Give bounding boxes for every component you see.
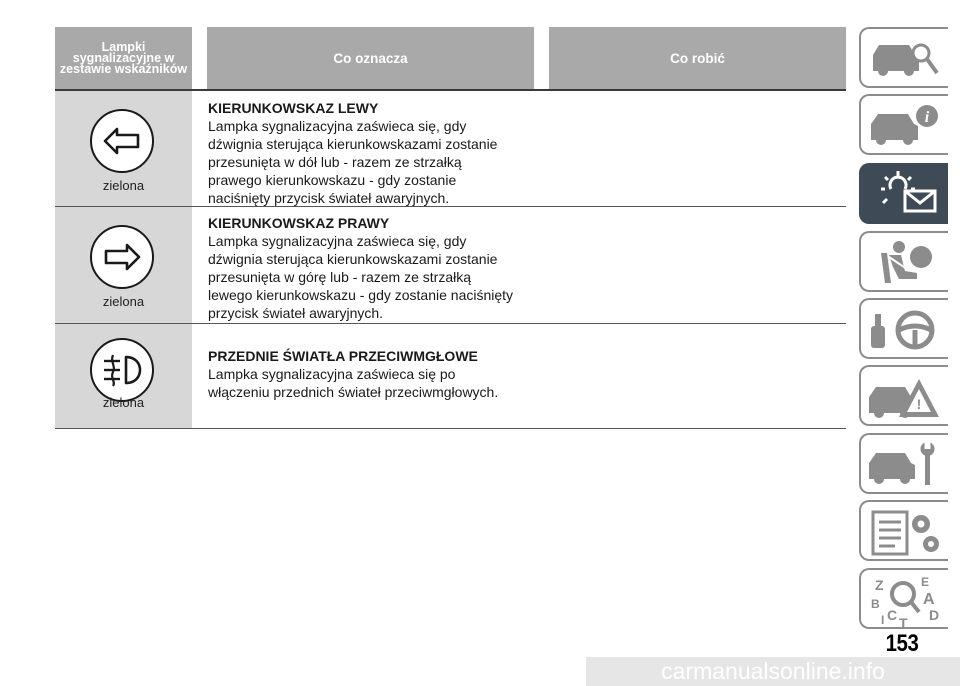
tab-safety[interactable] <box>859 231 948 292</box>
svg-text:I: I <box>881 613 885 627</box>
svg-text:E: E <box>921 575 930 589</box>
right-turn-arrow-icon <box>90 225 154 289</box>
meaning-line: przycisk świateł awaryjnych. <box>208 305 384 321</box>
warning-light-message-icon <box>861 165 948 224</box>
tab-maintenance[interactable] <box>859 433 948 494</box>
meaning-line: dźwignia sterująca kierunkowskazami zostanie <box>208 136 498 152</box>
airbag-seat-icon <box>861 233 948 292</box>
car-warning-triangle-icon <box>861 367 948 426</box>
table-row <box>55 324 846 429</box>
lamp-color-label: zielona <box>102 178 145 193</box>
svg-text:i: i <box>924 109 930 126</box>
meaning-line: Lampka sygnalizacyjna zaświeca się po <box>208 366 456 382</box>
tab-driving[interactable] <box>859 298 948 359</box>
meaning-line: przesunięta w dół lub - razem ze strzałką <box>208 154 462 170</box>
meaning-line: dźwignia sterująca kierunkowskazami zostanie <box>208 251 498 267</box>
lamp-title: KIERUNKOWSKAZ PRAWY <box>208 215 390 231</box>
header-action: Co robić <box>549 27 846 89</box>
left-turn-arrow-icon <box>90 109 154 173</box>
action-cell <box>538 207 846 323</box>
svg-text:Z: Z <box>875 577 884 593</box>
steering-wheel-key-icon <box>861 300 948 359</box>
page-number: 153 <box>885 630 919 657</box>
tab-alphabetical-index[interactable] <box>859 568 948 629</box>
lamp-title: KIERUNKOWSKAZ LEWY <box>208 100 379 116</box>
meaning-cell <box>192 324 538 428</box>
specs-gears-icon <box>861 502 948 561</box>
tab-emergency[interactable] <box>859 365 948 426</box>
svg-text:!: ! <box>916 396 922 412</box>
tab-specifications[interactable] <box>859 500 948 561</box>
svg-text:A: A <box>923 591 935 608</box>
alphabet-index-icon <box>861 570 948 629</box>
lamp-color-label: zielona <box>102 294 145 309</box>
car-dashboard-search-icon <box>861 29 948 88</box>
car-wrench-icon <box>861 435 948 494</box>
meaning-line: włączeniu przednich świateł przeciwmgłowych. <box>208 384 499 400</box>
lamp-cell <box>55 91 192 206</box>
lamp-title: PRZEDNIE ŚWIATŁA PRZECIWMGŁOWE <box>208 348 478 364</box>
svg-text:T: T <box>899 615 908 631</box>
meaning-line: Lampka sygnalizacyjna zaświeca się, gdy <box>208 233 467 249</box>
car-info-icon <box>861 96 948 155</box>
front-fog-light-icon <box>90 338 154 402</box>
meaning-line: prawego kierunkowskazu - gdy zostanie <box>208 172 457 188</box>
action-cell <box>538 324 846 428</box>
tab-warning-lights[interactable] <box>859 163 948 224</box>
table-row <box>55 207 846 324</box>
watermark: carmanualsonline.info <box>586 657 960 686</box>
tab-dashboard[interactable] <box>859 27 948 88</box>
svg-text:B: B <box>871 597 880 611</box>
table-row <box>55 91 846 207</box>
header-lamp: Lampki sygnalizacyjne w zestawie wskaźników <box>55 27 192 89</box>
lamp-cell <box>55 207 192 323</box>
lamp-cell <box>55 324 192 428</box>
svg-text:D: D <box>929 607 940 623</box>
meaning-line: Lampka sygnalizacyjna zaświeca się, gdy <box>208 118 467 134</box>
warning-lights-table <box>55 27 846 429</box>
meaning-line: przesunięta w górę lub - razem ze strzałką <box>208 269 471 285</box>
svg-text:C: C <box>887 607 898 623</box>
tab-info[interactable] <box>859 94 948 155</box>
action-cell <box>538 91 846 206</box>
meaning-cell <box>192 207 538 323</box>
meaning-line: lewego kierunkowskazu - gdy zostanie naciśnięty <box>208 287 514 303</box>
meaning-line: naciśnięty przycisk świateł awaryjnych. <box>208 190 450 206</box>
header-meaning: Co oznacza <box>207 27 534 89</box>
table-header <box>55 27 846 91</box>
meaning-cell <box>192 91 538 206</box>
lamp-color-label: zielona <box>102 395 145 410</box>
